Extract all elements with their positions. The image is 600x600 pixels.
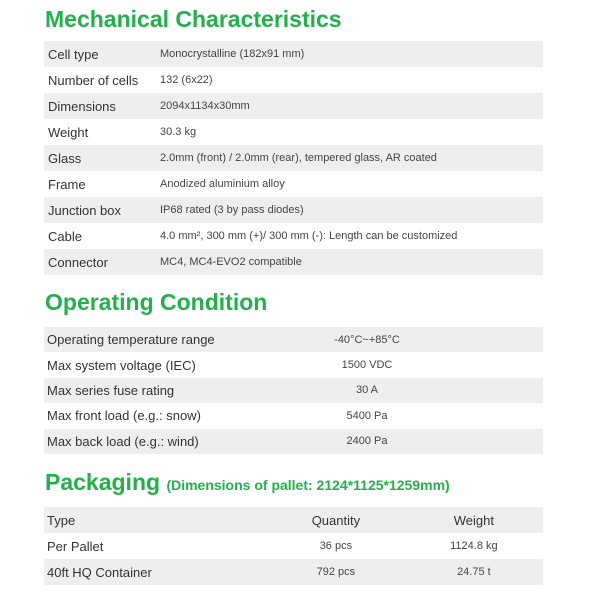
- table-row: [44, 67, 543, 93]
- row-value: 2400 Pa: [346, 435, 388, 448]
- row-value: 132 (6x22): [160, 74, 213, 86]
- column-header-quantity: Quantity: [311, 512, 361, 528]
- row-quantity: 36 pcs: [319, 540, 353, 552]
- row-weight: 1124.8 kg: [450, 540, 498, 552]
- packaging-title: [45, 471, 450, 494]
- packaging-title-text: Packaging: [45, 469, 161, 495]
- table-row: [44, 327, 543, 352]
- row-label: Max front load (e.g.: snow): [47, 408, 201, 424]
- column-header-type: Type: [47, 512, 76, 528]
- table-row: [44, 197, 543, 223]
- row-label: Cell type: [48, 46, 99, 62]
- row-label: Max system voltage (IEC): [47, 357, 196, 373]
- packaging-table: [44, 507, 543, 585]
- table-row: [44, 145, 543, 171]
- row-label: Operating temperature range: [47, 332, 215, 348]
- table-row: [44, 352, 543, 377]
- table-row: [44, 403, 543, 428]
- table-row: [44, 249, 543, 275]
- row-value: 5400 Pa: [346, 409, 388, 422]
- row-value: Anodized aluminium alloy: [160, 178, 285, 190]
- table-header-row: [44, 507, 543, 533]
- table-row: [44, 223, 543, 249]
- row-value: 30.3 kg: [160, 126, 197, 138]
- operating-title: Operating Condition: [45, 289, 268, 315]
- row-label: Connector: [48, 254, 108, 270]
- table-row: [44, 119, 543, 145]
- row-label: Number of cells: [48, 72, 139, 88]
- column-header-weight: Weight: [453, 512, 494, 528]
- mechanical-title: Mechanical Characteristics: [45, 6, 342, 32]
- row-value: 30 A: [355, 384, 379, 397]
- row-type: 40ft HQ Container: [47, 564, 152, 580]
- row-quantity: 792 pcs: [316, 566, 356, 578]
- row-value: 2094x1134x30mm: [160, 100, 250, 112]
- row-label: Max series fuse rating: [47, 382, 175, 398]
- row-label: Cable: [48, 228, 82, 244]
- row-label: Junction box: [48, 202, 121, 218]
- table-row: [44, 378, 543, 403]
- table-row: [44, 41, 543, 67]
- row-label: Glass: [48, 150, 82, 166]
- row-label: Weight: [48, 124, 89, 140]
- row-value: -40°C~+85°C: [334, 333, 400, 346]
- row-value: IP68 rated (3 by pass diodes): [160, 204, 304, 216]
- row-label: Frame: [48, 176, 86, 192]
- table-row: [44, 533, 543, 559]
- table-row: [44, 171, 543, 197]
- row-weight: 24.75 t: [457, 566, 491, 578]
- table-row: [44, 429, 543, 454]
- row-label: Max back load (e.g.: wind): [47, 433, 199, 449]
- row-type: Per Pallet: [47, 538, 104, 554]
- row-label: Dimensions: [48, 98, 116, 114]
- table-row: [44, 93, 543, 119]
- operating-table: [44, 327, 543, 454]
- row-value: 2.0mm (front) / 2.0mm (rear), tempered glass, AR coated: [160, 152, 437, 164]
- packaging-subtitle: (Dimensions of pallet: 2124*1125*1259mm): [166, 477, 450, 493]
- row-value: MC4, MC4-EVO2 compatible: [160, 256, 302, 268]
- row-value: Monocrystalline (182x91 mm): [160, 48, 305, 60]
- table-row: [44, 559, 543, 585]
- mechanical-table: [44, 41, 543, 275]
- row-value: 4.0 mm², 300 mm (+)/ 300 mm (-): Length can be customized: [160, 230, 458, 242]
- row-value: 1500 VDC: [341, 359, 393, 372]
